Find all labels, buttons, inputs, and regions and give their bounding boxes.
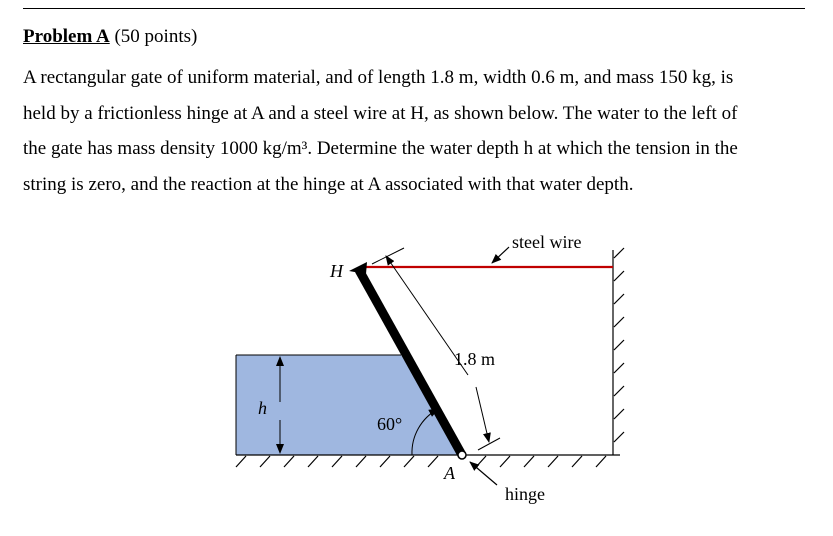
problem-title: Problem A (23, 26, 110, 47)
length-dimension-tick (478, 438, 500, 450)
label-A: A (444, 463, 455, 483)
statement-line-1: A rectangular gate of uniform material, and of length 1.8 m, width 0.6 m, and mass 150 kg, is (23, 67, 734, 88)
label-angle: 60° (377, 414, 403, 434)
label-hinge: hinge (505, 484, 545, 504)
label-steel-wire: steel wire (512, 232, 582, 252)
gate-extension-line (372, 248, 404, 264)
statement-line-3: the gate has mass density 1000 kg/m³. Determine the water depth h at which the tension in the (23, 138, 738, 159)
water-region (236, 355, 462, 455)
statement-line-2: held by a frictionless hinge at A and a steel wire at H, as shown below. The water to the left of (23, 102, 738, 124)
problem-points: (50 points) (114, 26, 198, 47)
label-length: 1.8 m (454, 349, 496, 369)
label-h: h (258, 398, 267, 418)
label-H: H (330, 261, 343, 281)
length-dimension-2 (476, 387, 489, 442)
right-wall (613, 248, 624, 455)
ground (236, 455, 620, 467)
steel-wire-pointer (492, 247, 509, 263)
hinge-pointer (470, 462, 497, 485)
statement-line-4: string is zero, and the reaction at the hinge at A associated with that water depth. (23, 173, 634, 195)
wire-anchor-arrowhead (349, 262, 367, 274)
hinge-pin (458, 451, 466, 459)
